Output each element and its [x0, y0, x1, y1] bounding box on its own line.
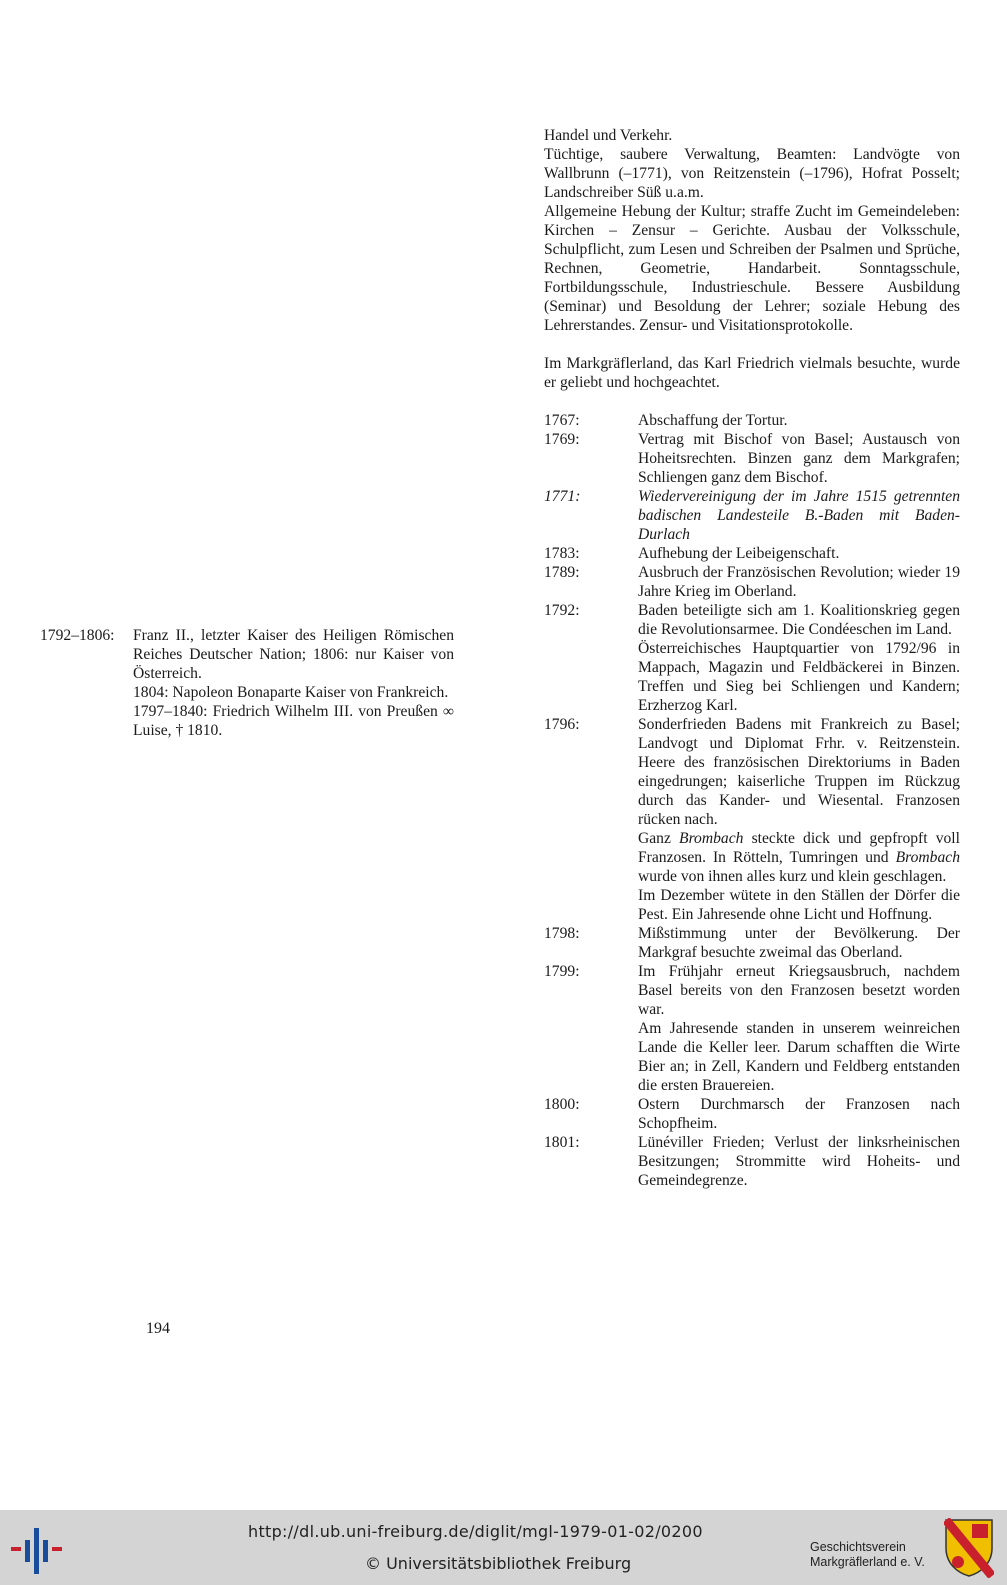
society-name: Geschichtsverein Markgräflerland e. V.: [810, 1540, 925, 1569]
timeline-text: Abschaffung der Tortur.: [638, 412, 788, 429]
timeline-row: [544, 563, 960, 601]
timeline-year: 1796:: [544, 716, 580, 733]
brombach-paragraph: Ganz Brombach steckte dick und gepfropft voll Franzosen. In Rötteln, Tumringen und Brombach wurde von ihnen alles kurz und klein geschlagen.: [638, 830, 960, 885]
timeline-year: 1783:: [544, 545, 580, 562]
left-text: 1797–1840: Friedrich Wilhelm III. von Preußen ∞ Luise, † 1810.: [133, 703, 454, 739]
timeline-text: Im Frühjahr erneut Kriegsausbruch, nachdem Basel bereits von den Franzosen besetzt worden war.: [638, 963, 960, 1018]
brombach-name: Brombach: [895, 849, 960, 866]
timeline-year: 1767:: [544, 412, 580, 429]
left-year: 1792–1806:: [40, 627, 115, 644]
footer-bar: [0, 1510, 1007, 1585]
timeline-row: [544, 962, 960, 1095]
pest-paragraph: Im Dezember wütete in den Ställen der Dörfer die Pest. Ein Jahresende ohne Licht und Hoffnung.: [638, 887, 960, 923]
timeline-year: 1798:: [544, 925, 580, 942]
timeline-year: 1789:: [544, 564, 580, 581]
timeline-text: Ostern Durchmarsch der Franzosen nach Schopfheim.: [638, 1096, 960, 1132]
timeline-row: [544, 1095, 960, 1133]
timeline-text: Lünéviller Frieden; Verlust der linksrheinischen Besitzungen; Strommitte wird Hoheits- und Gemeindegrenze.: [638, 1134, 960, 1189]
timeline-year: 1792:: [544, 602, 580, 619]
intro-paragraph: Tüchtige, saubere Verwaltung, Beamten: Landvögte von Wallbrunn (–1771), von Reitzenstein (–1796), Hofrat Posselt; Landschreiber Süß u.a.m.: [544, 146, 960, 201]
left-text: 1804: Napoleon Bonaparte Kaiser von Frankreich.: [133, 684, 449, 701]
timeline-row: [544, 487, 960, 544]
timeline-year: 1800:: [544, 1096, 580, 1113]
timeline-row: [544, 430, 960, 487]
intro-paragraph: Handel und Verkehr.: [544, 127, 673, 144]
right-column: [544, 126, 960, 1190]
timeline-row: [544, 715, 960, 924]
left-text: Franz II., letzter Kaiser des Heiligen Römischen Reiches Deutscher Nation; 1806: nur Kaiser von Österreich.: [133, 627, 454, 682]
timeline-row: [544, 1133, 960, 1190]
page-number: 194: [146, 1320, 170, 1337]
timeline-row: [544, 544, 960, 563]
timeline-row: [544, 601, 960, 715]
coat-of-arms-icon: [944, 1518, 994, 1578]
timeline-text: Sonderfrieden Badens mit Frankreich zu Basel; Landvogt und Diplomat Frhr. v. Reitzenstein. Heere des französischen Direktoriums in Baden eingedrungen; kaiserliche Truppen im Rückzug durch das Kander- und Wiesental. Franzosen rücken nach.: [638, 716, 960, 828]
brombach-name: Brombach: [679, 830, 744, 847]
footer-url-link[interactable]: http://dl.ub.uni-freiburg.de/diglit/mgl-1979-01-02/0200: [248, 1522, 703, 1541]
footer-copyright: © Universitätsbibliothek Freiburg: [365, 1554, 632, 1573]
timeline-row: [544, 411, 960, 430]
timeline-text: Österreichisches Hauptquartier von 1792/96 in Mappach, Magazin und Feldbäckerei in Binzen. Treffen und Sieg bei Schliengen und Kandern; Erzherzog Karl.: [638, 640, 960, 714]
markgraefler-paragraph: Im Markgräflerland, das Karl Friedrich vielmals besuchte, wurde er geliebt und hochgeachtet.: [544, 355, 960, 391]
timeline-text: Baden beteiligte sich am 1. Koalitionskrieg gegen die Revolutionsarmee. Die Condéeschen im Land.: [638, 602, 960, 638]
timeline-text: Ausbruch der Französischen Revolution; wieder 19 Jahre Krieg im Oberland.: [638, 564, 960, 600]
ub-freiburg-logo-icon: [8, 1522, 64, 1576]
timeline-row: [544, 924, 960, 962]
timeline-text: Mißstimmung unter der Bevölkerung. Der Markgraf besuchte zweimal das Oberland.: [638, 925, 960, 961]
timeline-year: 1769:: [544, 431, 580, 448]
left-column-entry: [40, 626, 454, 740]
timeline-year: 1801:: [544, 1134, 580, 1151]
timeline-text: Wiedervereinigung der im Jahre 1515 getrennten badischen Landesteile B.-Baden mit Baden-Durlach: [638, 488, 960, 543]
timeline-text: Aufhebung der Leibeigenschaft.: [638, 545, 840, 562]
intro-paragraph: Allgemeine Hebung der Kultur; straffe Zucht im Gemeindeleben: Kirchen – Zensur – Gerichte. Ausbau der Volksschule, Schulpflicht, zum Lesen und Schreiben der Psalmen und Sprüche, Rechnen, Geometrie, Handarbeit. Sonntagsschule, Fortbildungsschule, Industrieschule. Bessere Ausbildung (Seminar) und Besoldung der Lehrer; soziale Hebung des Lehrerstandes. Zensur- und Visitationsprotokolle.: [544, 203, 960, 334]
timeline-year: 1799:: [544, 963, 580, 980]
timeline-year: 1771:: [544, 488, 581, 505]
timeline-text: Vertrag mit Bischof von Basel; Austausch von Hoheitsrechten. Binzen ganz dem Markgrafen; Schliengen ganz dem Bischof.: [638, 431, 960, 486]
timeline-text: Am Jahresende standen in unserem weinreichen Lande die Keller leer. Darum schafften die Wirte Bier an; in Zell, Kandern und Feldberg entstanden die ersten Brauereien.: [638, 1020, 960, 1094]
timeline: [544, 411, 960, 1190]
